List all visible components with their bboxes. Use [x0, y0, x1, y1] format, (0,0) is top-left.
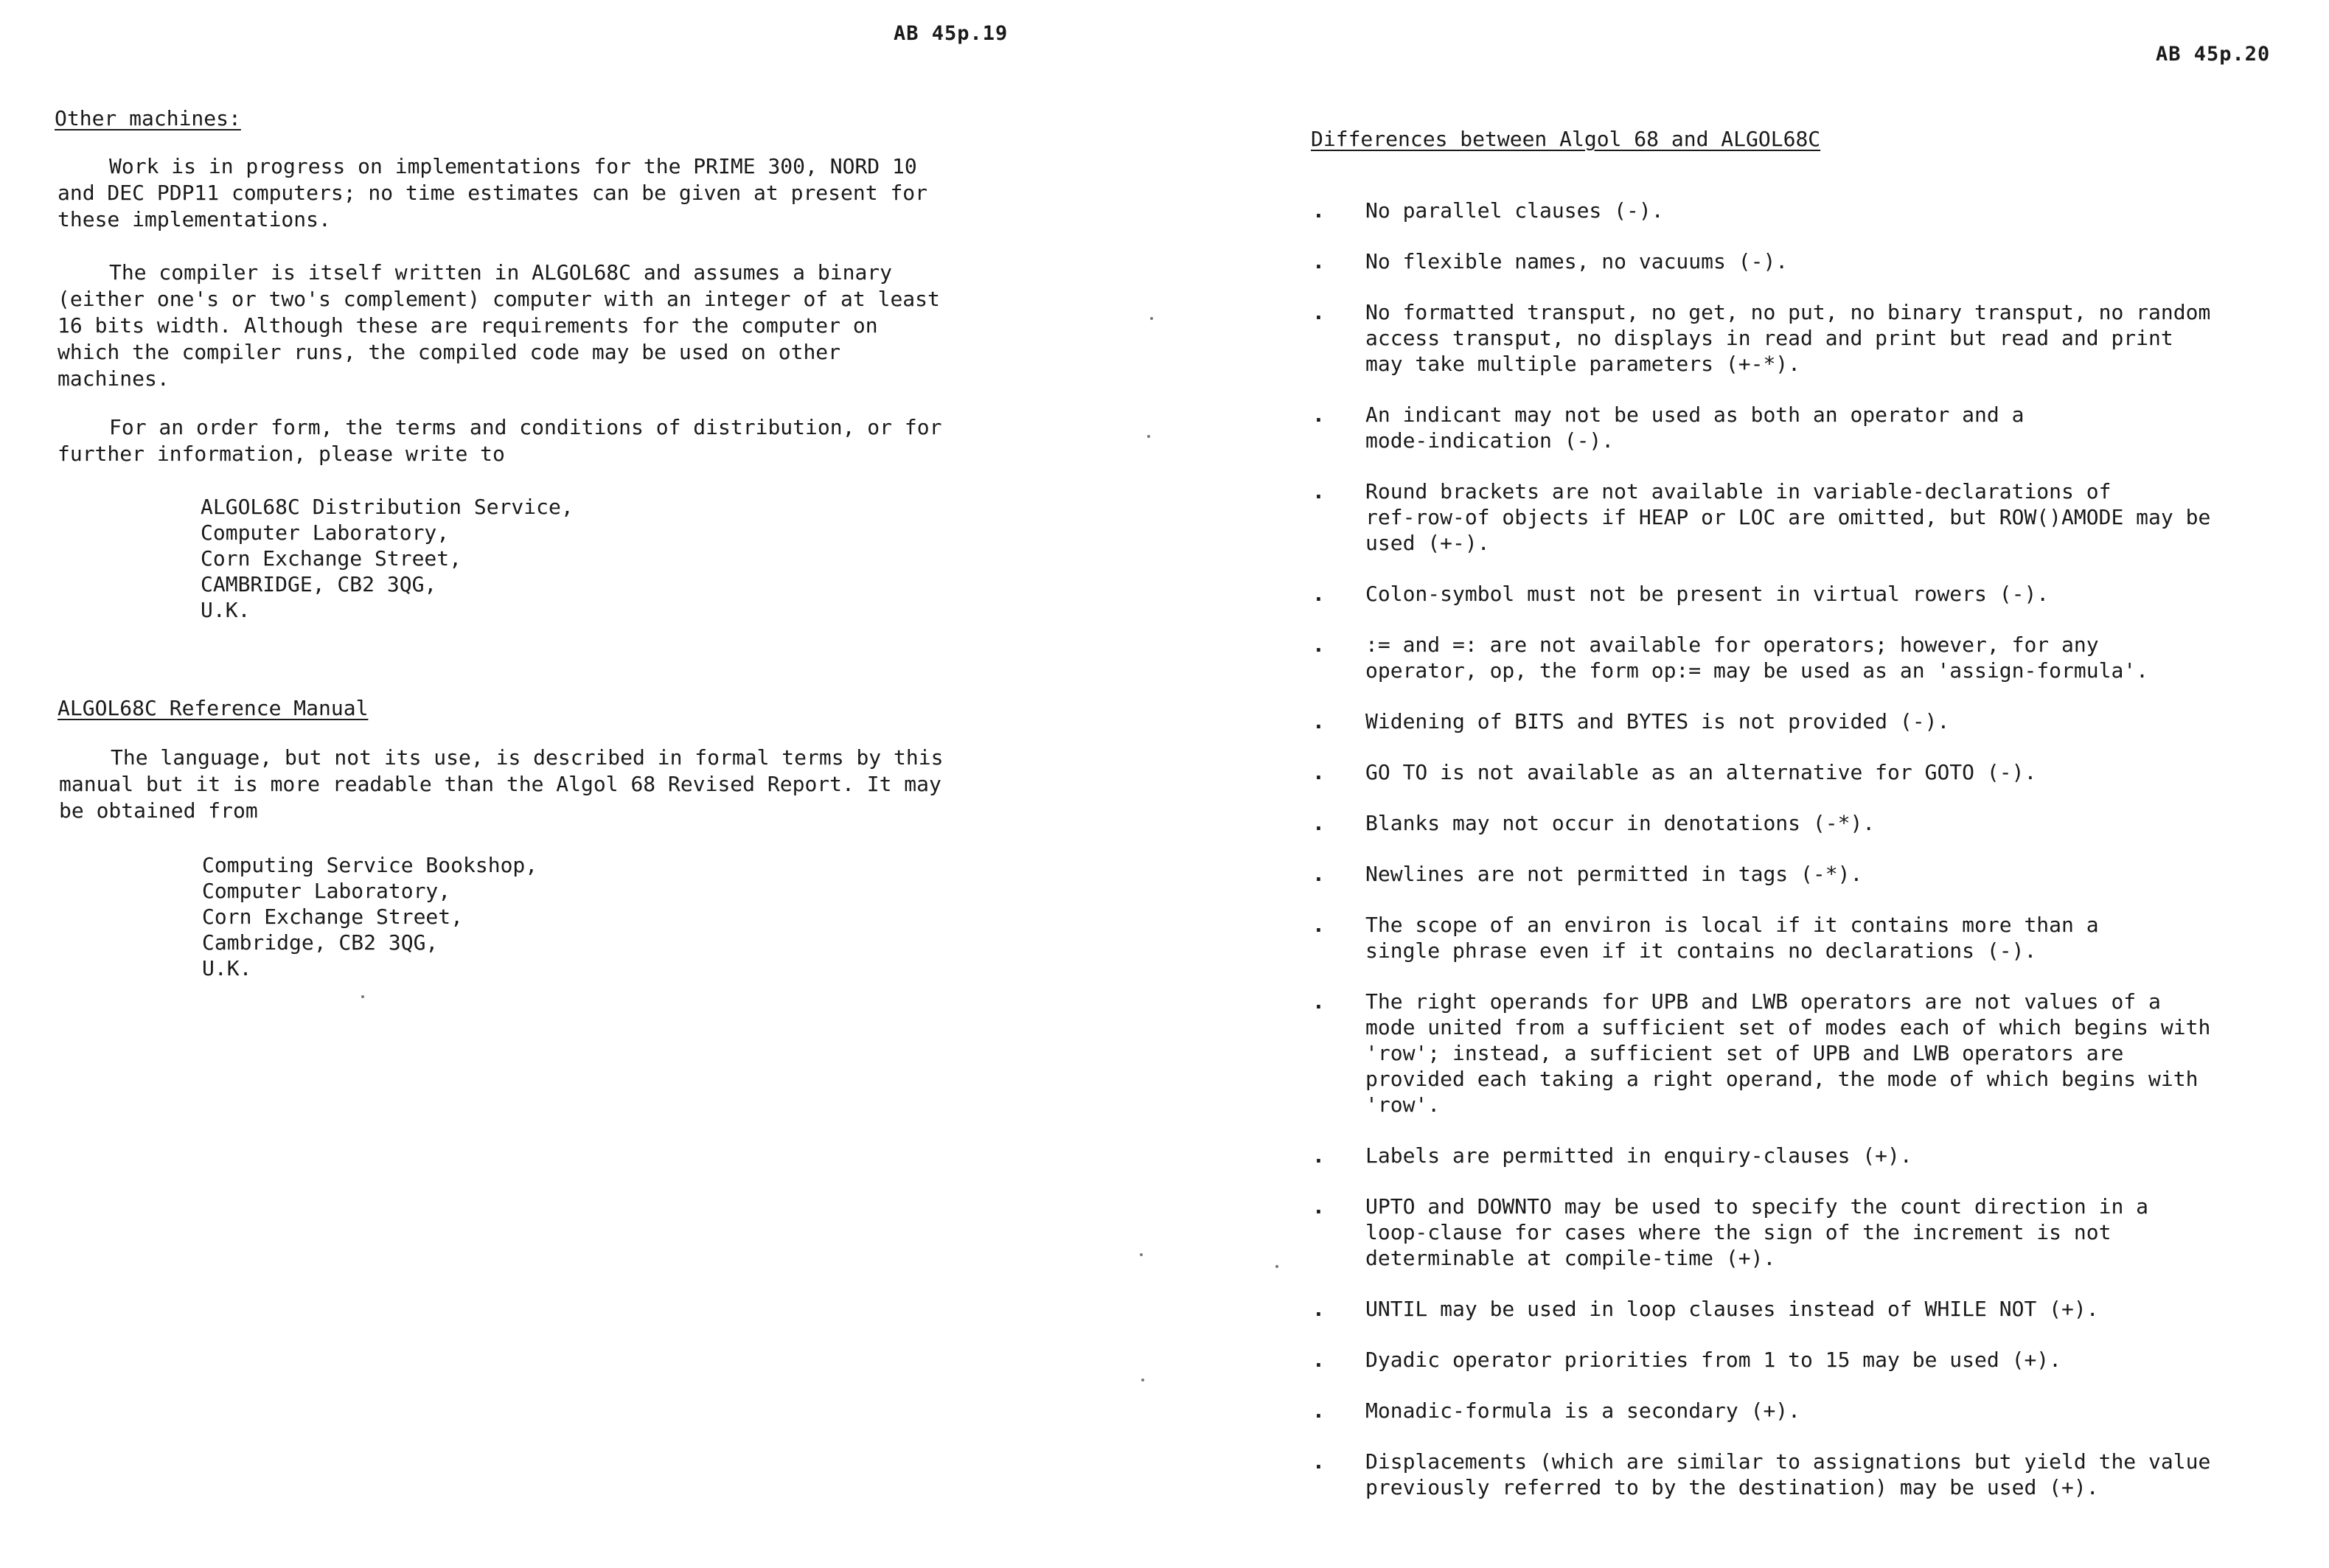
item-line: loop-clause for cases where the sign of the increment is not: [1365, 1220, 2112, 1244]
bullet-point: .: [1312, 913, 1325, 937]
bullet-point: .: [1312, 300, 1325, 324]
scan-speck: [1141, 1379, 1144, 1381]
item-line: operator, op, the form op:= may be used as an 'assign-formula'.: [1365, 658, 2149, 683]
bullet-point: .: [1312, 1297, 1325, 1321]
list-item: [1312, 1347, 2300, 1373]
address-line: Computer Laboratory,: [202, 879, 451, 903]
paragraph-line: Work is in progress on implementations for the PRIME 300, NORD 10: [109, 154, 917, 178]
list-item: [1312, 632, 2300, 683]
page-number: AB 45p.20: [2156, 43, 2271, 66]
bullet-point: .: [1312, 403, 1325, 427]
item-line: Colon-symbol must not be present in virtual rowers (-).: [1365, 582, 2050, 606]
address-line: U.K.: [202, 956, 252, 980]
list-item: [1312, 478, 2300, 556]
list-item: [1312, 299, 2300, 377]
address-line: Corn Exchange Street,: [202, 905, 464, 929]
item-line: 'row'; instead, a sufficient set of UPB and LWB operators are: [1365, 1041, 2124, 1065]
scan-speck: [1140, 1253, 1143, 1256]
bullet-point: .: [1312, 989, 1325, 1014]
bullet-point: .: [1312, 709, 1325, 734]
list-item: [1312, 1296, 2300, 1322]
item-line: ref-row-of objects if HEAP or LOC are omitted, but ROW()AMODE may be: [1365, 505, 2211, 529]
item-line: No flexible names, no vacuums (-).: [1365, 249, 1789, 273]
address-line: Corn Exchange Street,: [201, 546, 462, 571]
bullet-point: .: [1312, 811, 1325, 835]
item-line: used (+-).: [1365, 531, 1490, 555]
paragraph-line: 16 bits width. Although these are requirements for the computer on: [58, 313, 878, 338]
paragraph-line: these implementations.: [58, 207, 331, 231]
paragraph-line: be obtained from: [59, 798, 258, 823]
item-line: previously referred to by the destination) may be used (+).: [1365, 1475, 2099, 1499]
address-distribution-service: [201, 494, 574, 623]
item-line: single phrase even if it contains no declarations (-).: [1365, 938, 2037, 963]
section-heading-reference-manual: ALGOL68C Reference Manual: [58, 696, 369, 720]
item-line: GO TO is not available as an alternative for GOTO (-).: [1365, 760, 2037, 784]
address-line: U.K.: [201, 598, 251, 622]
address-line: ALGOL68C Distribution Service,: [201, 495, 574, 519]
scan-speck: [361, 995, 364, 998]
item-line: access transput, no displays in read and print but read and print: [1365, 326, 2173, 350]
item-line: := and =: are not available for operators; however, for any: [1365, 633, 2099, 657]
paragraph-implementations: [58, 153, 927, 233]
item-line: mode united from a sufficient set of modes each of which begins with: [1365, 1015, 2211, 1039]
paragraph-order-form: [58, 414, 941, 467]
item-line: UPTO and DOWNTO may be used to specify the count direction in a: [1365, 1194, 2149, 1219]
list-item: [1312, 1143, 2300, 1168]
list-item: [1312, 198, 2300, 223]
bullet-point: .: [1312, 1348, 1325, 1372]
item-line: Round brackets are not available in variable-declarations of: [1365, 479, 2112, 503]
item-line: 'row'.: [1365, 1093, 1441, 1117]
item-line: Widening of BITS and BYTES is not provided (-).: [1365, 709, 1950, 734]
item-line: Monadic-formula is a secondary (+).: [1365, 1398, 1801, 1423]
bullet-point: .: [1312, 249, 1325, 273]
bullet-point: .: [1312, 633, 1325, 657]
list-item: [1312, 708, 2300, 734]
item-line: provided each taking a right operand, the mode of which begins with: [1365, 1067, 2199, 1091]
bullet-point: .: [1312, 862, 1325, 886]
paragraph-line: The language, but not its use, is described in formal terms by this: [111, 745, 944, 770]
list-item: [1312, 1398, 2300, 1424]
left-page: [0, 0, 1150, 1568]
address-line: CAMBRIDGE, CB2 3QG,: [201, 572, 437, 596]
page-number: AB 45p.19: [894, 22, 1009, 45]
list-item: [1312, 1449, 2300, 1500]
paragraph-compiler: [58, 259, 940, 392]
list-item: [1312, 1194, 2300, 1271]
item-line: No parallel clauses (-).: [1365, 198, 1664, 223]
list-item: [1312, 248, 2300, 274]
list-item: [1312, 759, 2300, 785]
item-line: Labels are permitted in enquiry-clauses (+).: [1365, 1143, 1912, 1168]
list-item: [1312, 989, 2300, 1118]
item-line: Blanks may not occur in denotations (-*).: [1365, 811, 1876, 835]
item-line: Newlines are not permitted in tags (-*).: [1365, 862, 1863, 886]
address-line: Cambridge, CB2 3QG,: [202, 930, 439, 955]
bullet-point: .: [1312, 479, 1325, 503]
section-heading-differences: Differences between Algol 68 and ALGOL68C: [1311, 127, 1821, 151]
differences-list: [1312, 198, 2300, 1525]
address-bookshop: [202, 852, 537, 981]
item-line: mode-indication (-).: [1365, 428, 1615, 453]
bullet-point: .: [1312, 1449, 1325, 1474]
item-line: No formatted transput, no get, no put, no binary transput, no random: [1365, 300, 2211, 324]
bullet-point: .: [1312, 198, 1325, 223]
item-line: Dyadic operator priorities from 1 to 15 may be used (+).: [1365, 1348, 2062, 1372]
paragraph-line: For an order form, the terms and conditions of distribution, or for: [109, 415, 942, 439]
section-heading-other-machines: Other machines:: [55, 106, 241, 130]
item-line: Displacements (which are similar to assignations but yield the value: [1365, 1449, 2211, 1474]
paragraph-line: (either one's or two's complement) computer with an integer of at least: [58, 287, 940, 311]
item-line: UNTIL may be used in loop clauses instead of WHILE NOT (+).: [1365, 1297, 2099, 1321]
paragraph-line: machines.: [58, 366, 170, 391]
address-line: Computer Laboratory,: [201, 520, 450, 545]
bullet-point: .: [1312, 582, 1325, 606]
paragraph-line: manual but it is more readable than the Algol 68 Revised Report. It may: [59, 772, 941, 796]
list-item: [1312, 402, 2300, 453]
item-line: An indicant may not be used as both an operator and a: [1365, 403, 2025, 427]
paragraph-line: and DEC PDP11 computers; no time estimates can be given at present for: [58, 181, 928, 205]
bullet-point: .: [1312, 1143, 1325, 1168]
item-line: determinable at compile-time (+).: [1365, 1246, 1776, 1270]
list-item: [1312, 861, 2300, 887]
right-page: [1150, 0, 2329, 1568]
list-item: [1312, 581, 2300, 607]
paragraph-line: further information, please write to: [58, 442, 505, 466]
address-line: Computing Service Bookshop,: [202, 853, 538, 877]
paragraph-line: which the compiler runs, the compiled code may be used on other: [58, 340, 841, 364]
item-line: The scope of an environ is local if it contains more than a: [1365, 913, 2099, 937]
item-line: The right operands for UPB and LWB operators are not values of a: [1365, 989, 2161, 1014]
list-item: [1312, 912, 2300, 964]
bullet-point: .: [1312, 760, 1325, 784]
bullet-point: .: [1312, 1194, 1325, 1219]
paragraph-reference-manual: [59, 745, 943, 824]
paragraph-line: The compiler is itself written in ALGOL68C and assumes a binary: [109, 260, 893, 285]
item-line: may take multiple parameters (+-*).: [1365, 352, 1801, 376]
list-item: [1312, 810, 2300, 836]
scan-speck: [1275, 1265, 1278, 1268]
bullet-point: .: [1312, 1398, 1325, 1423]
